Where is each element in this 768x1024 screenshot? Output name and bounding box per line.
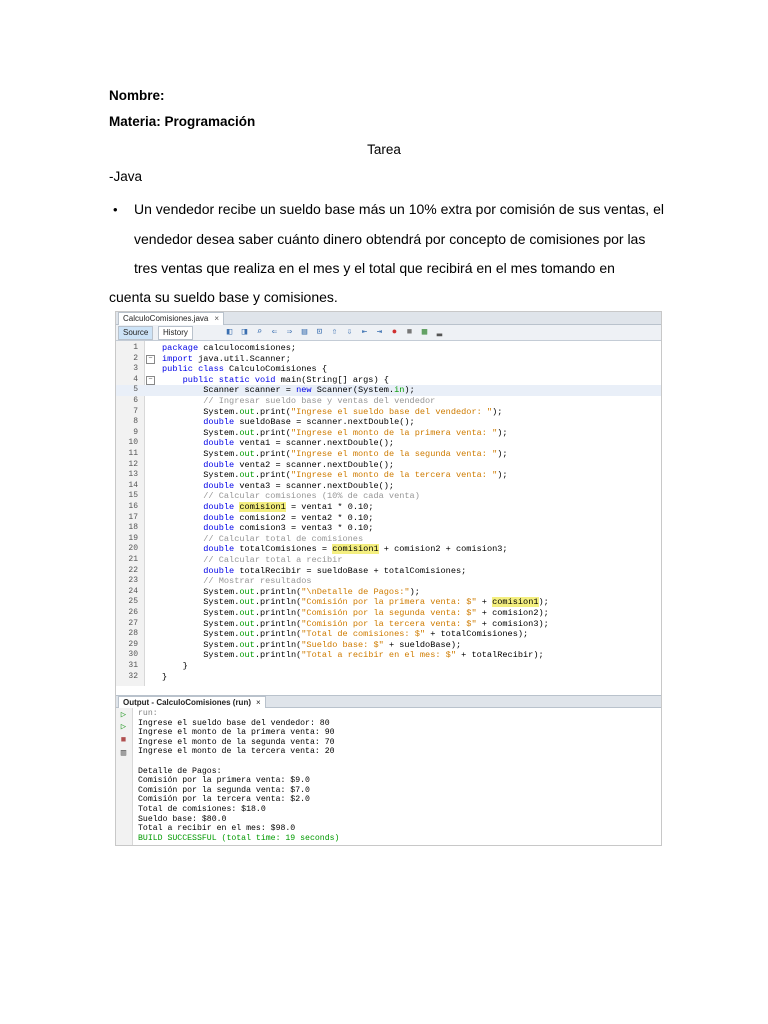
code-text — [162, 354, 291, 365]
toggle-highlight-icon[interactable]: ▤ — [301, 327, 308, 337]
code-line[interactable] — [116, 481, 661, 492]
output-line: run: — [138, 709, 158, 718]
bookmark-icon[interactable]: ⊡ — [316, 327, 323, 337]
paragraph-line-2: vendedor desea saber cuánto dinero obtendrá por concepto de comisiones por las — [134, 231, 646, 247]
line-number: 30 — [128, 650, 138, 660]
code-token: double — [203, 502, 235, 512]
code-text — [162, 629, 528, 640]
search-icon[interactable]: ⌕ — [256, 327, 263, 337]
line-number: 23 — [128, 576, 138, 586]
code-token: ); — [497, 470, 508, 481]
code-token: public static void — [182, 374, 276, 385]
code-text — [162, 460, 394, 471]
code-line[interactable] — [116, 470, 661, 481]
fold-toggle-icon[interactable]: − — [146, 355, 155, 364]
code-text — [162, 566, 466, 577]
document-title: Tarea — [367, 142, 401, 157]
line-number: 16 — [128, 502, 138, 511]
code-line[interactable] — [116, 566, 661, 577]
code-token: System. — [162, 650, 240, 661]
code-token: System. — [162, 618, 240, 629]
output-side-toolbar — [116, 708, 133, 845]
code-token: "Ingrese el monto de la segunda venta: " — [290, 449, 498, 459]
code-token: "Comisión por la primera venta: $" — [301, 597, 477, 608]
code-line[interactable] — [116, 364, 661, 375]
settings-icon[interactable]: ▥ — [120, 748, 127, 758]
code-token: Scanner(System. — [311, 385, 395, 396]
code-token: out — [239, 427, 255, 438]
code-token: "Ingrese el monto de la tercera venta: " — [290, 470, 498, 481]
code-text — [162, 396, 435, 407]
code-token: totalRecibir = sueldoBase + totalComisiones; — [234, 565, 467, 576]
code-token: // Mostrar resultados — [162, 576, 312, 587]
line-number: 14 — [128, 480, 138, 490]
code-token: System. — [162, 608, 240, 618]
code-token: "Total de comisiones: $" — [301, 629, 426, 640]
line-number: 15 — [128, 491, 138, 501]
code-line[interactable] — [116, 513, 661, 524]
code-token — [162, 438, 203, 448]
code-token: ); — [538, 597, 549, 608]
code-token: comision3 = venta3 * 0.10; — [234, 523, 374, 534]
code-line[interactable] — [116, 460, 661, 471]
code-token: "Comisión por la segunda venta: $" — [301, 608, 477, 618]
forward-icon[interactable]: ◨ — [241, 327, 248, 337]
code-token — [162, 460, 203, 470]
code-token: "Comisión por la tercera venta: $" — [301, 618, 477, 629]
code-token: + comision3); — [476, 618, 549, 629]
code-token: out — [239, 449, 255, 459]
code-token: package — [162, 343, 199, 353]
code-line[interactable] — [116, 502, 661, 513]
code-line[interactable] — [116, 385, 661, 396]
code-token: ); — [497, 449, 508, 459]
code-token — [162, 544, 203, 554]
code-text — [162, 417, 415, 428]
line-number: 29 — [128, 639, 138, 649]
code-line[interactable] — [116, 640, 661, 651]
line-number: 31 — [128, 661, 138, 670]
line-number: 11 — [128, 449, 138, 458]
line-number: 12 — [128, 459, 138, 469]
code-text — [162, 544, 508, 555]
editor-toolbar — [116, 325, 661, 341]
line-number: 21 — [128, 555, 138, 564]
line-number: 20 — [128, 544, 138, 554]
paragraph-line-3: tres ventas que realiza en el mes y el total que recibirá en el mes tomando en — [134, 260, 615, 276]
code-token: double — [203, 512, 235, 523]
code-token: "Ingrese el monto de la primera venta: " — [290, 427, 498, 438]
bullet-icon: • — [113, 202, 118, 217]
code-token: + comision2); — [476, 608, 549, 618]
code-text — [162, 608, 549, 619]
code-token: out — [239, 406, 255, 417]
code-text — [162, 661, 188, 672]
code-text — [162, 364, 327, 375]
code-token: + totalComisiones); — [425, 629, 529, 640]
code-token: + — [476, 597, 493, 608]
output-line: Ingrese el monto de la tercera venta: 20 — [138, 747, 335, 757]
find-prev-icon[interactable]: ⇐ — [271, 327, 278, 337]
code-token: } — [162, 661, 188, 671]
code-text — [162, 555, 343, 566]
line-number: 3 — [133, 364, 138, 374]
output-line: Ingrese el monto de la primera venta: 90 — [138, 728, 335, 738]
line-number: 19 — [128, 533, 138, 543]
shift-right-icon[interactable]: ⇥ — [376, 327, 383, 337]
prev-bookmark-icon[interactable]: ⇧ — [331, 327, 338, 337]
code-text — [162, 385, 415, 396]
code-token: java.util.Scanner; — [192, 353, 291, 364]
subject-label: Materia: Programación — [109, 114, 256, 129]
code-token: main(String[] args) { — [275, 374, 389, 385]
code-token: CalculoComisiones { — [223, 364, 328, 375]
output-line: Ingrese el sueldo base del vendedor: 80 — [138, 718, 330, 728]
output-line: Ingrese el monto de la segunda venta: 70 — [138, 737, 335, 747]
code-token — [162, 481, 203, 491]
code-token: System. — [162, 470, 240, 481]
code-line[interactable] — [116, 555, 661, 566]
code-token: // Calcular total a recibir — [162, 555, 343, 565]
code-text — [162, 513, 373, 524]
rerun-with-options-icon[interactable]: ▷ — [120, 722, 127, 732]
history-button[interactable]: History — [158, 326, 193, 340]
code-line[interactable] — [116, 407, 661, 418]
code-token: double — [203, 459, 235, 470]
code-token: double — [203, 438, 235, 449]
code-line[interactable] — [116, 661, 661, 672]
code-line[interactable] — [116, 523, 661, 534]
code-token: = venta1 * 0.10; — [285, 502, 374, 512]
code-text — [162, 650, 544, 661]
code-text — [162, 407, 502, 418]
output-tab-bar — [116, 695, 661, 708]
output-line: Comisión por la tercera venta: $2.0 — [138, 795, 310, 805]
output-line: Comisión por la segunda venta: $7.0 — [138, 785, 310, 795]
code-line[interactable] — [116, 343, 661, 354]
code-token: System. — [162, 406, 240, 417]
code-text — [162, 672, 167, 683]
code-token: System. — [162, 449, 240, 459]
line-number: 25 — [128, 597, 138, 607]
code-token: in — [394, 385, 405, 396]
line-number: 26 — [128, 608, 138, 617]
diff-icon[interactable]: ▦ — [421, 327, 428, 337]
code-token: .println( — [254, 608, 302, 618]
ide-screenshot — [115, 311, 662, 846]
output-line: Total de comisiones: $18.0 — [138, 805, 266, 814]
code-token — [162, 417, 203, 427]
line-number: 32 — [128, 671, 138, 681]
line-number: 9 — [133, 427, 138, 437]
code-line[interactable] — [116, 438, 661, 449]
code-text — [162, 343, 296, 354]
code-token: .print( — [254, 427, 291, 438]
code-text — [162, 640, 461, 651]
find-next-icon[interactable]: ⇒ — [286, 327, 293, 337]
code-line[interactable] — [116, 597, 661, 608]
code-token: "Sueldo base: $" — [301, 639, 384, 650]
code-token: // Ingresar sueldo base y ventas del vendedor — [162, 396, 436, 406]
line-number: 27 — [128, 618, 138, 628]
code-text — [162, 597, 549, 608]
code-token: "Ingrese el sueldo base del vendedor: " — [290, 406, 493, 417]
line-number: 13 — [128, 470, 138, 480]
code-text — [162, 481, 394, 492]
code-token: out — [239, 618, 255, 629]
close-icon[interactable]: × — [214, 314, 220, 323]
fold-toggle-icon[interactable]: − — [146, 376, 155, 385]
code-line[interactable] — [116, 396, 661, 407]
code-text — [162, 491, 420, 502]
back-icon[interactable]: ◧ — [226, 327, 233, 337]
code-token: import — [162, 353, 193, 364]
code-token: out — [239, 629, 255, 640]
code-token: + comision2 + comision3; — [378, 544, 508, 555]
code-token: "Total a recibir en el mes: $" — [301, 650, 456, 661]
code-token: System. — [162, 629, 240, 640]
shift-left-icon[interactable]: ⇤ — [361, 327, 368, 337]
code-token: ); — [492, 406, 503, 417]
code-token: ); — [404, 385, 415, 396]
line-number: 6 — [133, 396, 138, 405]
code-token: System. — [162, 586, 240, 597]
section-label: -Java — [109, 169, 143, 184]
tools-icon[interactable]: ▂ — [436, 327, 443, 337]
rerun-icon[interactable]: ▷ — [120, 710, 127, 720]
toolbar-icons — [224, 327, 445, 338]
code-token — [162, 502, 203, 512]
code-line[interactable] — [116, 417, 661, 428]
code-line[interactable] — [116, 354, 661, 365]
output-close-icon[interactable]: × — [256, 698, 261, 707]
code-token: out — [239, 650, 255, 661]
line-number: 1 — [133, 343, 138, 352]
next-bookmark-icon[interactable]: ⇩ — [346, 327, 353, 337]
line-number: 4 — [133, 374, 138, 384]
code-token: out — [239, 639, 255, 650]
code-line[interactable] — [116, 544, 661, 555]
code-token: out — [239, 470, 255, 481]
code-text — [162, 619, 549, 630]
editor-tab-bar — [116, 312, 661, 325]
line-number: 18 — [128, 523, 138, 533]
code-line[interactable] — [116, 587, 661, 598]
output-line: Comisión por la primera venta: $9.0 — [138, 776, 310, 786]
code-token: venta2 = scanner.nextDouble(); — [234, 459, 395, 470]
output-line: BUILD SUCCESSFUL (total time: 19 seconds) — [138, 833, 340, 843]
output-line: Sueldo base: $80.0 — [138, 814, 227, 824]
code-line[interactable] — [116, 534, 661, 545]
code-token: venta1 = scanner.nextDouble(); — [234, 438, 395, 449]
code-text — [162, 449, 508, 460]
code-editor[interactable] — [116, 341, 661, 686]
stop-icon[interactable]: ■ — [120, 735, 127, 745]
code-token: System. — [162, 427, 240, 438]
line-number: 7 — [133, 406, 138, 416]
code-text — [162, 438, 394, 449]
code-line[interactable] — [116, 650, 661, 661]
source-button[interactable]: Source — [118, 326, 153, 340]
code-line[interactable] — [116, 619, 661, 630]
code-token: comision2 = venta2 * 0.10; — [234, 512, 374, 523]
code-token: new — [296, 385, 312, 396]
code-token: System. — [162, 597, 240, 608]
code-token: Scanner scanner = — [162, 385, 297, 396]
output-tab-label: Output - CalculoComisiones (run) — [123, 698, 251, 707]
code-token: ); — [409, 586, 420, 597]
code-token: out — [239, 608, 255, 618]
code-line[interactable] — [116, 608, 661, 619]
code-token: double — [203, 544, 235, 555]
code-token: .println( — [254, 586, 302, 597]
code-text — [162, 576, 312, 587]
paragraph-line-1: Un vendedor recibe un sueldo base más un 10% extra por comisión de sus ventas, el — [134, 201, 664, 217]
line-number: 24 — [128, 586, 138, 596]
line-number: 8 — [133, 417, 138, 427]
code-text — [162, 502, 373, 513]
code-text — [162, 523, 373, 534]
code-token: .println( — [254, 629, 302, 640]
line-number: 5 — [133, 385, 138, 395]
code-token: comision1 — [332, 544, 379, 555]
code-token: System. — [162, 639, 240, 650]
code-token — [162, 523, 203, 533]
code-token: .print( — [254, 406, 291, 417]
code-token: sueldoBase = scanner.nextDouble(); — [234, 417, 415, 428]
line-number: 22 — [128, 565, 138, 575]
code-text — [162, 428, 508, 439]
code-text — [162, 375, 389, 386]
code-text — [162, 587, 420, 598]
code-token: // Calcular total de comisiones — [162, 533, 364, 544]
code-line[interactable] — [116, 491, 661, 502]
code-token: // Calcular comisiones (10% de cada venta) — [162, 491, 420, 502]
code-token: comision1 — [492, 597, 539, 608]
code-token: ); — [497, 427, 508, 438]
code-token: double — [203, 565, 235, 576]
record-macro-icon[interactable]: ● — [391, 327, 398, 337]
code-token: out — [239, 597, 255, 608]
code-line[interactable] — [116, 375, 661, 386]
code-token: venta3 = scanner.nextDouble(); — [234, 480, 395, 491]
code-line[interactable] — [116, 629, 661, 640]
code-token: + sueldoBase); — [383, 639, 462, 650]
output-line: Total a recibir en el mes: $98.0 — [138, 824, 296, 834]
code-token: double — [203, 480, 235, 491]
code-token: public class — [162, 364, 224, 375]
code-token — [162, 566, 203, 576]
code-token: .println( — [254, 650, 302, 661]
code-text — [162, 534, 363, 545]
code-token: } — [162, 671, 168, 682]
line-number: 28 — [128, 629, 138, 639]
code-token: comision1 — [239, 502, 286, 512]
code-line[interactable] — [116, 428, 661, 439]
code-token: calculocomisiones; — [198, 343, 297, 353]
name-label: Nombre: — [109, 88, 165, 103]
paragraph-line-4: cuenta su sueldo base y comisiones. — [109, 289, 338, 305]
code-token — [162, 375, 183, 385]
code-line[interactable] — [116, 449, 661, 460]
output-line: Detalle de Pagos: — [138, 766, 222, 776]
code-text — [162, 470, 508, 481]
output-tab[interactable] — [118, 696, 266, 708]
code-line[interactable] — [116, 576, 661, 587]
line-number: 2 — [133, 353, 138, 363]
line-number: 10 — [128, 438, 138, 448]
line-number: 17 — [128, 512, 138, 522]
code-token: totalComisiones = — [234, 544, 333, 555]
code-token: + totalRecibir); — [455, 650, 544, 661]
code-token: .print( — [254, 449, 291, 459]
code-token: double — [203, 417, 235, 428]
code-token: .println( — [254, 618, 302, 629]
file-tab-label: CalculoComisiones.java — [123, 314, 209, 323]
code-token: .print( — [254, 470, 291, 481]
code-token: double — [203, 523, 235, 534]
code-token: "\nDetalle de Pagos:" — [301, 586, 410, 597]
file-tab[interactable] — [118, 312, 224, 325]
code-token — [162, 513, 203, 523]
stop-macro-icon[interactable]: ■ — [406, 327, 413, 337]
code-line[interactable] — [116, 672, 661, 683]
code-token: .println( — [254, 597, 302, 608]
code-token: out — [239, 586, 255, 597]
code-token: .println( — [254, 639, 302, 650]
